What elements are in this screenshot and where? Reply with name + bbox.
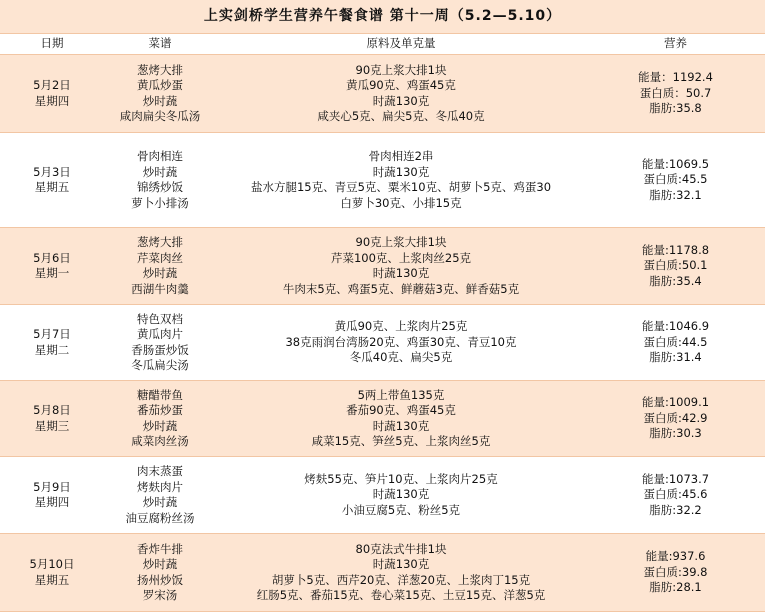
weekday-text: 星期四 (34, 495, 70, 509)
header-row (0, 34, 765, 55)
fat-value (586, 274, 765, 290)
date-cell (0, 305, 104, 381)
date-cell (0, 55, 104, 133)
ingredient-line: 黄瓜90克、鸡蛋45克 (346, 78, 456, 92)
energy-label: 能量 (641, 395, 665, 410)
separator: : (668, 549, 673, 564)
weekday-text: 星期五 (34, 180, 70, 194)
separator: : (678, 334, 682, 349)
page-title: 上实剑桥学生营养午餐食谱 第十一周（5.2—5.10） (0, 0, 765, 34)
table-row (0, 133, 765, 228)
ingredient-line: 牛肉末5克、鸡蛋5克、鲜蘑菇3克、鲜香菇5克 (282, 281, 520, 296)
fat-label: 脂肪 (649, 502, 673, 517)
energy-value (586, 472, 765, 488)
dish-name: 油豆腐粉丝汤 (125, 510, 195, 525)
dish-name: 咸肉扁尖冬瓜汤 (119, 109, 201, 123)
ingredient-line: 5两上带鱼135克 (357, 387, 445, 402)
ingredients-cell (216, 55, 586, 133)
ingredients-cell (216, 381, 586, 457)
dish-name: 炒时蔬 (142, 93, 178, 108)
energy-number: 1046.9 (668, 319, 710, 334)
separator: : (678, 487, 682, 502)
weekday-text: 星期二 (34, 342, 70, 357)
separator: : (678, 564, 682, 579)
fat-label: 脂肪 (649, 350, 673, 365)
protein-number: 45.5 (681, 172, 708, 187)
protein-value (586, 172, 765, 188)
nutrition-cell (586, 381, 765, 457)
separator: : (678, 410, 682, 425)
weekday-text: 星期三 (34, 418, 70, 433)
date-cell (0, 228, 104, 305)
dish-name: 芹菜肉丝 (137, 250, 183, 265)
menu-cell (104, 55, 216, 133)
ingredient-line: 黄瓜90克、上浆肉片25克 (334, 319, 468, 334)
separator: : (672, 350, 677, 365)
date-text: 5月2日 (33, 78, 71, 92)
table-row (0, 534, 765, 612)
fat-number: 28.1 (676, 580, 702, 595)
separator: : (664, 242, 669, 257)
dish-name: 糖醋带鱼 (137, 387, 183, 402)
separator: ： (674, 85, 686, 100)
fat-label: 脂肪 (649, 580, 673, 595)
date-cell (0, 457, 104, 534)
table-row (0, 55, 765, 133)
separator: : (664, 156, 669, 171)
nutrition-cell (586, 534, 765, 612)
date-text: 5月6日 (33, 250, 71, 265)
fat-number: 35.8 (676, 101, 702, 116)
dish-name: 锦绣炒饭 (137, 180, 183, 194)
ingredient-line: 小油豆腐5克、粉丝5克 (341, 502, 461, 517)
date-cell (0, 381, 104, 457)
ingredient-line: 时蔬130克 (372, 93, 430, 108)
energy-label: 能量 (641, 319, 665, 334)
separator: : (672, 502, 677, 517)
nutrition-cell (586, 305, 765, 381)
menu-cell (104, 305, 216, 381)
menu-cell (104, 534, 216, 612)
ingredient-line: 80克法式牛排1块 (355, 541, 447, 556)
energy-label: 能量 (641, 156, 665, 171)
ingredient-line: 骨肉相连2串 (368, 149, 434, 163)
protein-value (586, 565, 765, 581)
dish-name: 番茄炒蛋 (137, 403, 183, 417)
ingredients-cell (216, 457, 586, 534)
energy-label: 能量 (645, 549, 669, 564)
nutrition-cell (586, 133, 765, 228)
dish-name: 咸菜肉丝汤 (131, 434, 189, 448)
separator: : (672, 580, 677, 595)
dish-name: 肉末蒸蛋 (137, 464, 183, 478)
separator: : (672, 273, 677, 288)
protein-label: 蛋白质 (643, 487, 679, 502)
ingredients-cell (216, 305, 586, 381)
protein-number: 39.8 (681, 564, 708, 579)
fat-label: 脂肪 (649, 426, 673, 441)
dish-name: 罗宋汤 (142, 588, 178, 602)
table-row (0, 457, 765, 534)
header-date: 日期 (0, 34, 104, 55)
table-row (0, 228, 765, 305)
fat-number: 30.3 (676, 426, 702, 441)
separator: : (672, 426, 677, 441)
dish-name: 炒时蔬 (142, 418, 178, 433)
protein-value (586, 411, 765, 427)
weekday-text: 星期一 (34, 266, 70, 280)
ingredient-line: 时蔬130克 (372, 557, 430, 571)
protein-value (586, 335, 765, 351)
nutrition-cell (586, 457, 765, 534)
ingredient-line: 时蔬130克 (372, 266, 430, 280)
weekday-text: 星期五 (34, 572, 70, 587)
ingredient-line: 盐水方腿15克、青豆5克、粟米10克、胡萝卜5克、鸡蛋30 (250, 180, 552, 194)
dish-name: 特色双档 (137, 311, 183, 326)
ingredient-line: 冬瓜40克、扁尖5克 (349, 350, 453, 365)
energy-number: 1009.1 (668, 395, 710, 410)
dish-name: 香肠蛋炒饭 (131, 342, 189, 357)
ingredient-line: 90克上浆大排1块 (355, 62, 447, 77)
dish-name: 扬州炒饭 (137, 572, 183, 587)
fat-label: 脂肪 (649, 101, 673, 116)
protein-value (586, 86, 765, 102)
dish-name: 炒时蔬 (142, 557, 178, 571)
dish-name: 炒时蔬 (142, 266, 178, 280)
energy-number: 1073.7 (668, 471, 710, 486)
header-menu: 菜谱 (104, 34, 216, 55)
menu-cell (104, 133, 216, 228)
energy-value (586, 395, 765, 411)
ingredient-line: 红肠5克、番茄15克、卷心菜15克、土豆15克、洋葱5克 (256, 588, 546, 602)
energy-label: 能量 (641, 242, 665, 257)
energy-value (586, 319, 765, 335)
fat-number: 32.1 (676, 187, 702, 202)
separator: : (664, 395, 669, 410)
fat-label: 脂肪 (649, 187, 673, 202)
dish-name: 黄瓜炒蛋 (137, 78, 183, 92)
dish-name: 烤麸肉片 (137, 479, 183, 494)
ingredient-line: 咸菜15克、笋丝5克、上浆肉丝5克 (311, 434, 491, 448)
dish-name: 葱烤大排 (137, 235, 183, 249)
ingredient-line: 芹菜100克、上浆肉丝25克 (330, 250, 472, 265)
fat-number: 35.4 (676, 273, 702, 288)
ingredients-cell (216, 534, 586, 612)
separator: : (664, 319, 669, 334)
separator: ： (661, 70, 673, 85)
dish-name: 萝卜小排汤 (131, 195, 189, 210)
energy-value (586, 157, 765, 173)
separator: : (678, 172, 682, 187)
table-row (0, 305, 765, 381)
nutrition-cell (586, 55, 765, 133)
protein-number: 44.5 (681, 334, 708, 349)
ingredients-cell (216, 228, 586, 305)
energy-number: 1192.4 (672, 70, 713, 85)
date-text: 5月10日 (29, 557, 75, 571)
ingredient-line: 咸夹心5克、扁尖5克、冬瓜40克 (317, 109, 485, 123)
date-cell (0, 133, 104, 228)
dish-name: 西湖牛肉羹 (131, 281, 189, 296)
ingredient-line: 烤麸55克、笋片10克、上浆肉片25克 (304, 471, 498, 486)
title-row (0, 0, 765, 34)
separator: : (672, 101, 677, 116)
header-nutrition: 营养 (586, 34, 765, 55)
fat-number: 32.2 (676, 502, 702, 517)
energy-label: 能量 (638, 70, 662, 85)
protein-number: 45.6 (681, 487, 708, 502)
protein-value (586, 258, 765, 274)
nutrition-cell (586, 228, 765, 305)
protein-number: 42.9 (681, 410, 708, 425)
protein-label: 蛋白质 (643, 334, 679, 349)
separator: : (664, 471, 669, 486)
date-cell (0, 534, 104, 612)
date-text: 5月9日 (33, 479, 71, 494)
energy-number: 1178.8 (668, 242, 710, 257)
dish-name: 香炸牛排 (137, 541, 183, 556)
weekday-text: 星期四 (34, 93, 70, 108)
energy-label: 能量 (641, 471, 665, 486)
date-text: 5月8日 (33, 403, 71, 417)
fat-value (586, 188, 765, 204)
energy-value (586, 70, 765, 86)
ingredient-line: 胡萝卜5克、西芹20克、洋葱20克、上浆肉丁15克 (271, 572, 531, 587)
ingredient-line: 白萝卜30克、小排15克 (340, 195, 462, 210)
header-ingredients: 原料及单克量 (216, 34, 586, 55)
protein-label: 蛋白质 (643, 258, 679, 273)
ingredient-line: 时蔬130克 (372, 418, 430, 433)
menu-cell (104, 228, 216, 305)
ingredient-line: 时蔬130克 (372, 487, 430, 502)
table-row (0, 381, 765, 457)
protein-label: 蛋白质 (643, 172, 679, 187)
menu-cell (104, 381, 216, 457)
fat-label: 脂肪 (649, 273, 673, 288)
dish-name: 葱烤大排 (137, 62, 183, 77)
date-text: 5月3日 (33, 164, 71, 179)
fat-value (586, 580, 765, 596)
protein-value (586, 487, 765, 503)
protein-label: 蛋白质 (643, 410, 679, 425)
date-text: 5月7日 (33, 327, 71, 341)
menu-cell (104, 457, 216, 534)
ingredient-line: 番茄90克、鸡蛋45克 (346, 403, 456, 417)
dish-name: 冬瓜扁尖汤 (131, 358, 189, 372)
fat-value (586, 426, 765, 442)
ingredient-line: 90克上浆大排1块 (355, 235, 447, 249)
fat-value (586, 101, 765, 117)
dish-name: 炒时蔬 (142, 495, 178, 509)
separator: : (678, 258, 682, 273)
fat-value (586, 503, 765, 519)
dish-name: 黄瓜肉片 (137, 327, 183, 341)
ingredient-line: 38克雨润台湾肠20克、鸡蛋30克、青豆10克 (285, 334, 517, 349)
energy-number: 1069.5 (668, 156, 710, 171)
day-rows (0, 55, 765, 612)
protein-label: 蛋白质 (643, 564, 679, 579)
ingredient-line: 时蔬130克 (372, 164, 430, 179)
energy-value (586, 243, 765, 259)
separator: : (672, 187, 677, 202)
protein-number: 50.1 (681, 258, 708, 273)
protein-label: 蛋白质 (639, 85, 675, 100)
dish-name: 骨肉相连 (137, 149, 183, 163)
fat-number: 31.4 (676, 350, 702, 365)
ingredients-cell (216, 133, 586, 228)
energy-number: 937.6 (672, 549, 706, 564)
protein-number: 50.7 (685, 85, 712, 100)
energy-value (586, 549, 765, 565)
dish-name: 炒时蔬 (142, 164, 178, 179)
fat-value (586, 350, 765, 366)
